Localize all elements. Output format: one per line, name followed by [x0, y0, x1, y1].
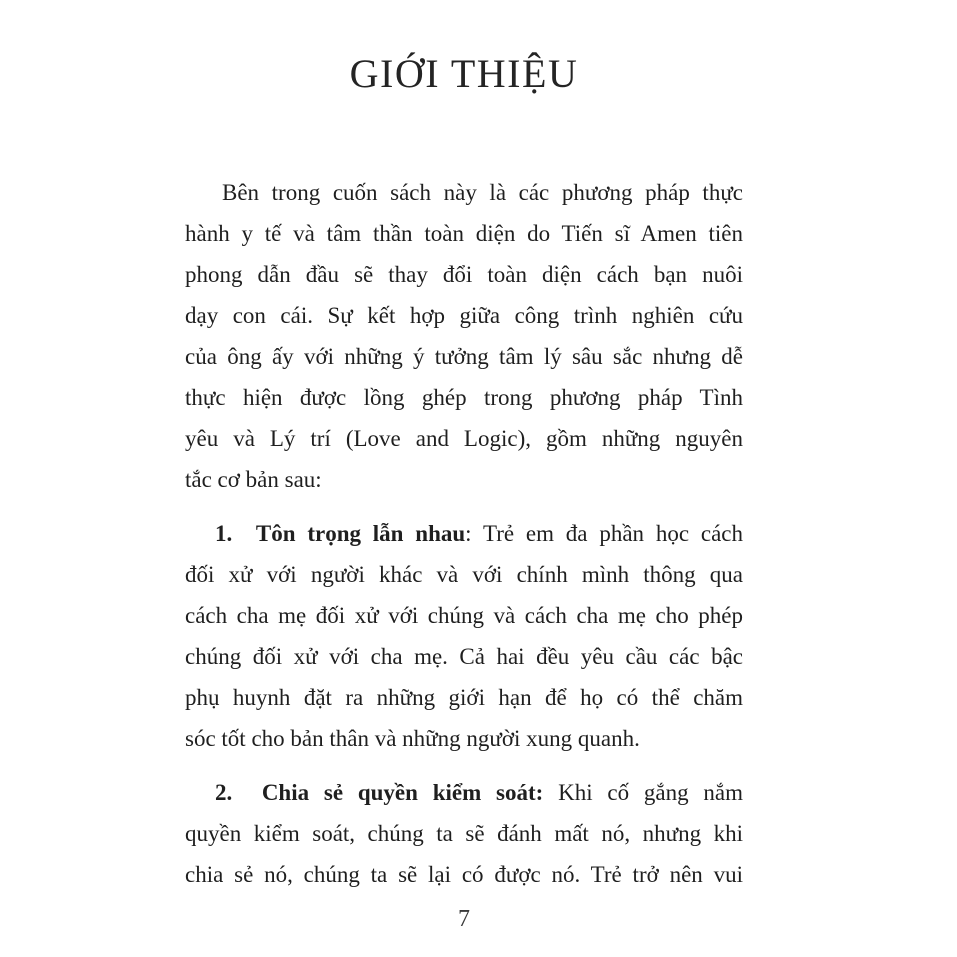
intro-paragraph: [185, 172, 743, 500]
text-line: [185, 377, 743, 418]
text-line: [185, 513, 743, 554]
page-body: [185, 172, 743, 895]
text-line: [185, 459, 743, 500]
text-segment: : Trẻ em đa phần học cách: [465, 521, 743, 546]
text-segment: cách cha mẹ đối xử với chúng và cách cha mẹ cho phép: [185, 603, 743, 628]
text-line: [185, 677, 743, 718]
text-segment: Bên trong cuốn sách này là các phương pháp thực: [222, 180, 743, 205]
text-line: [185, 813, 743, 854]
text-line: [185, 213, 743, 254]
text-segment: phong dẫn đầu sẽ thay đổi toàn diện cách bạn nuôi: [185, 262, 743, 287]
text-segment: yêu và Lý trí (Love and Logic), gồm những nguyên: [185, 426, 743, 451]
text-segment: sóc tốt cho bản thân và những người xung quanh.: [185, 726, 640, 751]
text-line: [185, 254, 743, 295]
bold-text-segment: 1. Tôn trọng lẫn nhau: [215, 521, 466, 546]
text-line: [185, 636, 743, 677]
page-title: GIỚI THIỆU: [349, 51, 579, 96]
text-line: [185, 718, 743, 759]
text-line: [185, 336, 743, 377]
text-segment: phụ huynh đặt ra những giới hạn để họ có thể chăm: [185, 685, 743, 710]
bold-text-segment: 2. Chia sẻ quyền kiểm soát:: [215, 780, 544, 805]
text-line: [185, 295, 743, 336]
text-segment: Khi cố gắng nắm: [543, 780, 743, 805]
text-segment: của ông ấy với những ý tưởng tâm lý sâu sắc nhưng dễ: [185, 344, 743, 369]
text-line: [185, 554, 743, 595]
text-segment: tắc cơ bản sau:: [185, 467, 322, 492]
text-segment: đối xử với người khác và với chính mình thông qua: [185, 562, 743, 587]
text-segment: chia sẻ nó, chúng ta sẽ lại có được nó. Trẻ trở nên vui: [185, 862, 743, 887]
numbered-item-1: [185, 513, 743, 759]
numbered-item-2: [185, 772, 743, 895]
text-segment: hành y tế và tâm thần toàn diện do Tiến sĩ Amen tiên: [185, 221, 743, 246]
text-segment: dạy con cái. Sự kết hợp giữa công trình nghiên cứu: [185, 303, 743, 328]
text-line: [185, 172, 743, 213]
text-line: [185, 772, 743, 813]
text-line: [185, 418, 743, 459]
text-line: [185, 854, 743, 895]
text-line: [185, 595, 743, 636]
text-segment: quyền kiểm soát, chúng ta sẽ đánh mất nó, nhưng khi: [185, 821, 743, 846]
text-segment: thực hiện được lồng ghép trong phương pháp Tình: [185, 385, 743, 410]
page-number: 7: [458, 906, 470, 932]
text-segment: chúng đối xử với cha mẹ. Cả hai đều yêu cầu các bậc: [185, 644, 743, 669]
